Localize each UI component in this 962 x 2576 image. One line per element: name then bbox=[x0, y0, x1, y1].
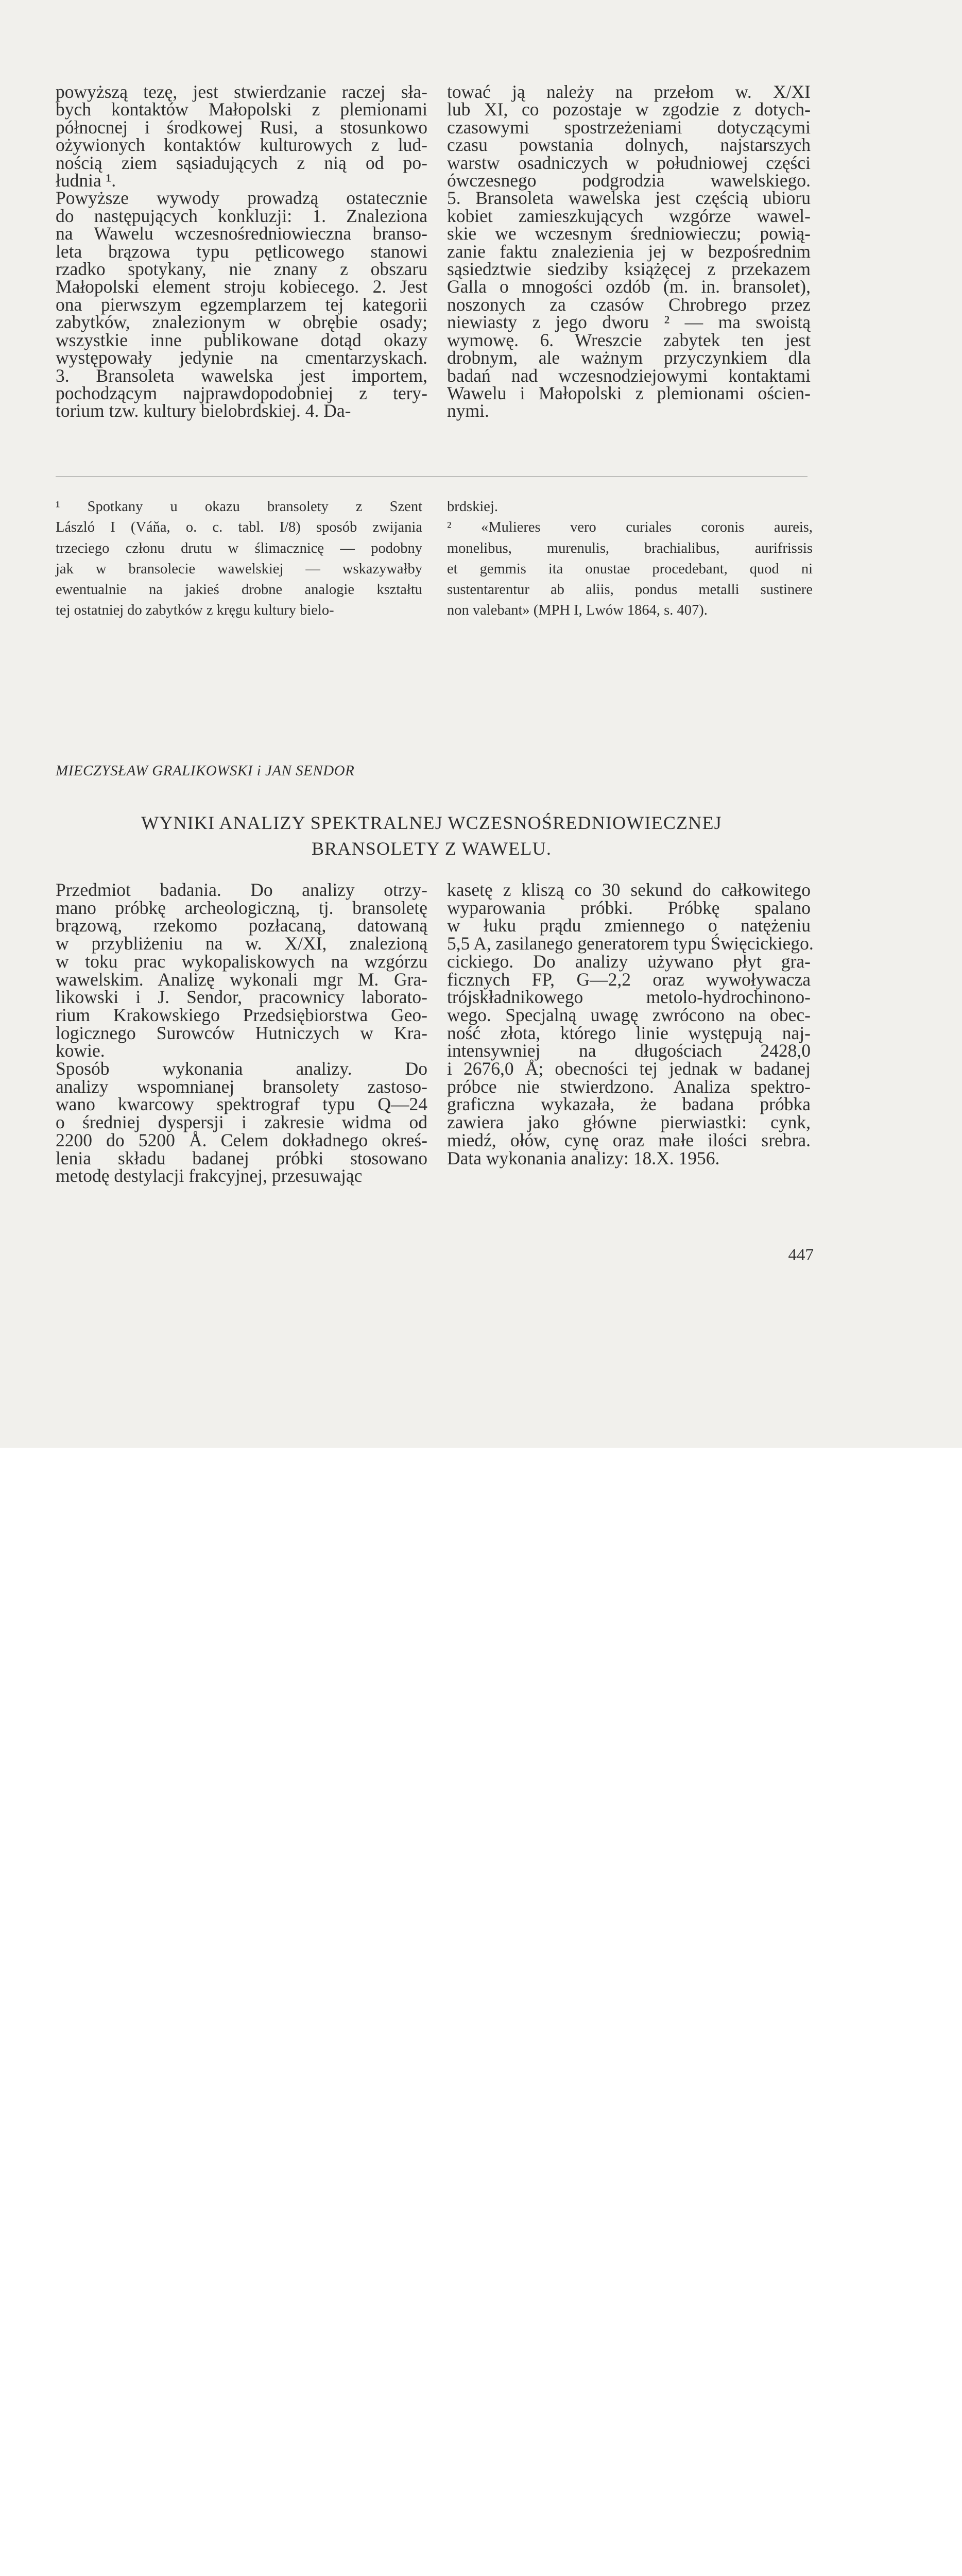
digitization-footer bbox=[0, 1448, 962, 1513]
text-line: Przedmiot badania. Do analizy otrzy- bbox=[56, 879, 427, 900]
text-line: trzeciego członu drutu w ślimacznicę — podobny bbox=[56, 540, 422, 556]
text-line: lenia składu badanej próbki stosowano bbox=[56, 1147, 427, 1168]
text-line: warstw osadniczych w południowej części bbox=[447, 152, 811, 173]
text-line: nością ziem sąsiadujących z nią od po- bbox=[56, 152, 427, 173]
text-line: 2200 do 5200 Å. Celem dokładnego okreś- bbox=[56, 1129, 427, 1150]
text-line: próbce nie stwierdzono. Analiza spektro- bbox=[447, 1076, 811, 1097]
text-line: sustentarentur ab aliis, pondus metalli sustinere bbox=[447, 582, 813, 598]
text-line: i 2676,0 Å; obecności tej jednak w badanej bbox=[447, 1058, 811, 1079]
text-line: zabytków, znalezionym w obrębie osady; bbox=[56, 312, 427, 333]
text-line: mano próbkę archeologiczną, tj. bransoletę bbox=[56, 897, 427, 918]
text-line: do następujących konkluzji: 1. Znaleziona bbox=[56, 205, 427, 226]
text-line: powyższą tezę, jest stwierdzanie raczej sła- bbox=[56, 81, 427, 102]
text-line: ona pierwszym egzemplarzem tej kategorii bbox=[56, 294, 427, 315]
text-line: miedź, ołów, cynę oraz małe ilości srebra. bbox=[447, 1129, 811, 1150]
text-line: czasu powstania dolnych, najstarszych bbox=[447, 134, 811, 156]
text-line: ówczesnego podgrodzia wawelskiego. bbox=[447, 170, 811, 191]
text-line: w łuku prądu zmiennego o natężeniu bbox=[447, 915, 811, 936]
text-line: niewiasty z jego dworu ² — ma swoistą bbox=[447, 312, 811, 333]
text-line: wano kwarcowy spektrograf typu Q—24 bbox=[56, 1094, 427, 1115]
text-line: rzadko spotykany, nie znany z obszaru bbox=[56, 259, 427, 280]
text-line: ność złota, którego linie występują naj- bbox=[447, 1022, 811, 1043]
text-line: Sposób wykonania analizy. Do bbox=[56, 1058, 427, 1079]
text-line: 5,5 A, zasilanego generatorem typu Święcickiego. bbox=[447, 933, 814, 954]
bottom-left-column bbox=[56, 881, 427, 1185]
text-line: kasetę z kliszą co 30 sekund do całkowitego bbox=[447, 879, 811, 900]
text-line: nymi. bbox=[447, 400, 489, 421]
page-number: 447 bbox=[788, 1246, 814, 1264]
text-line: na Wawelu wczesnośredniowieczna branso- bbox=[56, 223, 427, 244]
text-line: Galla o mnogości ozdób (m. in. bransolet), bbox=[447, 276, 811, 297]
text-line: graficzna wykazała, że badana próbka bbox=[447, 1094, 811, 1115]
text-line: w toku prac wykopaliskowych na wzgórzu bbox=[56, 951, 427, 972]
text-line: wszystkie inne publikowane dotąd okazy bbox=[56, 329, 427, 350]
text-line: trójskładnikowego metolo-hydrochinono- bbox=[447, 987, 811, 1008]
text-line: bych kontaktów Małopolski z plemionami bbox=[56, 99, 427, 120]
article-title-line-2: BRANSOLETY Z WAWELU. bbox=[311, 838, 552, 859]
text-line: 5. Bransoleta wawelska jest częścią ubioru bbox=[447, 188, 811, 209]
footnotes-left bbox=[56, 497, 422, 621]
text-line: Wawelu i Małopolski z plemionami ościen- bbox=[447, 382, 811, 403]
text-line: non valebant» (MPH I, Lwów 1864, s. 407). bbox=[447, 602, 708, 619]
text-line: jak w bransolecie wawelskiej — wskazywałby bbox=[56, 561, 422, 577]
text-line: kowie. bbox=[56, 1040, 105, 1061]
text-line: sąsiedztwie siedziby książęcej z przekazem bbox=[447, 259, 811, 280]
text-line: pochodzącym najprawdopodobniej z tery- bbox=[56, 382, 427, 403]
bottom-right-column bbox=[447, 879, 814, 1168]
text-line: Powyższe wywody prowadzą ostatecznie bbox=[56, 188, 427, 209]
text-line: ewentualnie na jakieś drobne analogie kształtu bbox=[56, 582, 422, 598]
text-line: lub XI, co pozostaje w zgodzie z dotych- bbox=[447, 99, 811, 120]
text-line: wymowę. 6. Wreszcie zabytek ten jest bbox=[447, 329, 811, 350]
text-line: łudnia ¹. bbox=[56, 170, 116, 191]
text-line: brdskiej. bbox=[447, 499, 498, 515]
text-line: 3. Bransoleta wawelska jest importem, bbox=[56, 365, 427, 386]
top-left-column bbox=[56, 83, 427, 420]
text-line: tej ostatniej do zabytków z kręgu kultury bielo- bbox=[56, 602, 334, 619]
text-line: László I (Váňa, o. c. tabl. I/8) sposób zwijania bbox=[56, 519, 422, 536]
text-line: ożywionych kontaktów kulturowych z lud- bbox=[56, 134, 427, 156]
text-line: leta brązowa typu pętlicowego stanowi bbox=[56, 241, 427, 262]
top-right-column bbox=[447, 83, 811, 420]
text-line: północnej i środkowej Rusi, a stosunkowo bbox=[56, 116, 427, 138]
text-line: zanie faktu znalezienia jej w bezpośrednim bbox=[447, 241, 811, 262]
footnotes-right bbox=[447, 497, 813, 621]
text-line: badań nad wczesnodziejowymi kontaktami bbox=[447, 365, 811, 386]
text-line: ² «Mulieres vero curiales coronis aureis, bbox=[447, 519, 813, 536]
text-line: logicznego Surowców Hutniczych w Kra- bbox=[56, 1022, 427, 1043]
text-line: występowały jedynie na cmentarzyskach. bbox=[56, 347, 427, 368]
text-line: likowski i J. Sendor, pracownicy laborato- bbox=[56, 987, 427, 1008]
text-line: torium tzw. kultury bielobrdskiej. 4. Da- bbox=[56, 400, 351, 421]
text-line: ¹ Spotkany u okazu bransolety z Szent bbox=[56, 499, 422, 515]
text-line: metodę destylacji frakcyjnej, przesuwając bbox=[56, 1165, 363, 1187]
text-line: zawiera jako główne pierwiastki: cynk, bbox=[447, 1112, 811, 1133]
text-line: w przybliżeniu na w. X/XI, znalezioną bbox=[56, 933, 427, 954]
text-line: o średniej dyspersji i zakresie widma od bbox=[56, 1112, 427, 1133]
text-line: analizy wspomnianej bransolety zastoso- bbox=[56, 1076, 427, 1097]
text-line: ficznych FP, G—2,2 oraz wywoływacza bbox=[447, 969, 811, 990]
text-line: brązową, rzekomo pozłacaną, datowaną bbox=[56, 915, 427, 936]
text-line: czasowymi spostrzeżeniami dotyczącymi bbox=[447, 116, 811, 138]
text-line: wyparowania próbki. Próbkę spalano bbox=[447, 897, 811, 918]
text-line: drobnym, ale ważnym przyczynkiem dla bbox=[447, 347, 811, 368]
text-line: wawelskim. Analizę wykonali mgr M. Gra- bbox=[56, 969, 427, 990]
text-line: wego. Specjalną uwagę zwrócono na obec- bbox=[447, 1004, 811, 1025]
text-line: intensywniej na długościach 2428,0 bbox=[447, 1040, 811, 1061]
text-line: tować ją należy na przełom w. X/XI bbox=[447, 81, 811, 102]
article-title-line-1: WYNIKI ANALIZY SPEKTRALNEJ WCZESNOŚREDNIOWIECZNEJ bbox=[141, 812, 722, 833]
text-line: rium Krakowskiego Przedsiębiorstwa Geo- bbox=[56, 1004, 427, 1025]
text-line: kobiet zamieszkujących wzgórze wawel- bbox=[447, 205, 811, 226]
text-line: cickiego. Do analizy używano płyt gra- bbox=[447, 951, 811, 972]
text-line: monelibus, murenulis, brachialibus, aurifrissis bbox=[447, 540, 813, 556]
text-line: skie we wczesnym średniowieczu; powią- bbox=[447, 223, 811, 244]
text-line: Data wykonania analizy: 18.X. 1956. bbox=[447, 1147, 720, 1168]
text-line: Małopolski element stroju kobiecego. 2. Jest bbox=[56, 276, 427, 297]
text-line: et gemmis ita onustae procedebant, quod ni bbox=[447, 561, 813, 577]
text-line: noszonych za czasów Chrobrego przez bbox=[447, 294, 811, 315]
article-authors: MIECZYSŁAW GRALIKOWSKI i JAN SENDOR bbox=[56, 762, 355, 779]
